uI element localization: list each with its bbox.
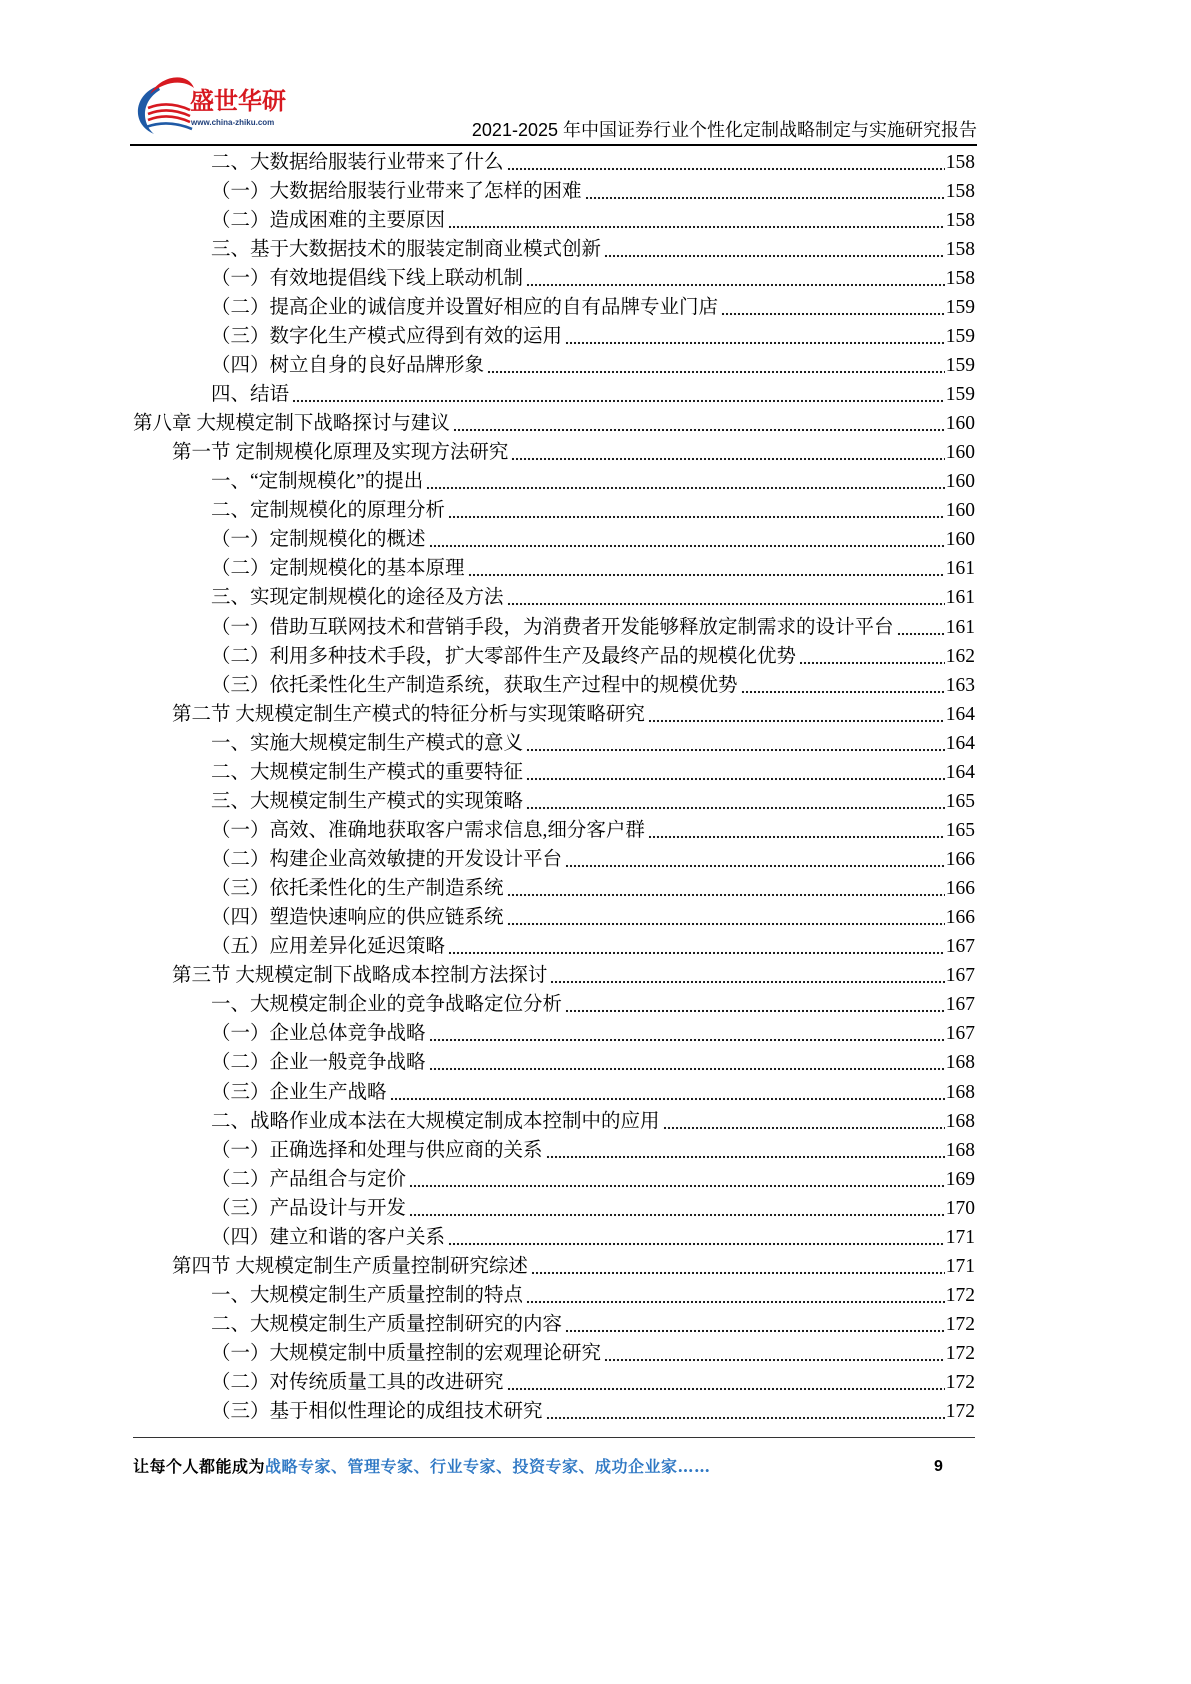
dot-leader bbox=[565, 990, 945, 1019]
toc-entry[interactable] bbox=[0, 322, 975, 351]
dot-leader bbox=[526, 787, 945, 816]
toc-entry-page-number: 168 bbox=[945, 1081, 975, 1103]
toc-entry[interactable] bbox=[0, 1339, 975, 1368]
toc-entry[interactable] bbox=[0, 700, 975, 729]
dot-leader bbox=[526, 1281, 945, 1310]
toc-entry-page-number: 172 bbox=[945, 1284, 975, 1306]
toc-entry-title: （三）企业生产战略 bbox=[211, 1081, 387, 1103]
toc-entry-title: 二、大数据给服装行业带来了什么 bbox=[211, 151, 504, 173]
dot-leader bbox=[507, 874, 945, 903]
dot-leader bbox=[721, 293, 945, 322]
toc-entry[interactable] bbox=[0, 1368, 975, 1397]
dot-leader bbox=[511, 438, 944, 467]
toc-entry-title: （二）造成困难的主要原因 bbox=[211, 209, 446, 231]
toc-entry-page-number: 170 bbox=[945, 1197, 975, 1219]
toc-entry[interactable] bbox=[0, 583, 975, 612]
toc-entry-title: 四、结语 bbox=[211, 384, 290, 405]
dot-leader bbox=[526, 264, 945, 293]
dot-leader bbox=[648, 816, 945, 845]
toc-entry-page-number: 167 bbox=[945, 1023, 975, 1045]
company-logo-icon bbox=[128, 72, 198, 140]
toc-entry-page-number: 164 bbox=[945, 761, 975, 783]
toc-entry[interactable] bbox=[0, 816, 975, 845]
footer-slogan bbox=[133, 1456, 711, 1478]
toc-entry[interactable] bbox=[0, 264, 975, 293]
dot-leader bbox=[448, 1223, 945, 1252]
dot-leader bbox=[741, 671, 945, 700]
dot-leader bbox=[487, 351, 945, 380]
toc-entry-title: （一）高效、准确地获取客户需求信息,细分客户群 bbox=[211, 819, 645, 841]
toc-entry-page-number: 159 bbox=[945, 325, 975, 347]
toc-entry[interactable] bbox=[0, 380, 975, 409]
toc-entry-page-number: 158 bbox=[945, 151, 975, 173]
toc-entry-title: （三）产品设计与开发 bbox=[211, 1197, 407, 1219]
toc-entry-title: （四）塑造快速响应的供应链系统 bbox=[211, 907, 504, 929]
footer-slogan-prefix: 让每个人都能成为 bbox=[133, 1457, 266, 1476]
toc-entry-page-number: 167 bbox=[945, 965, 975, 987]
toc-entry-title: 第四节 大规模定制生产质量控制研究综述 bbox=[172, 1255, 528, 1277]
toc-entry[interactable] bbox=[0, 845, 975, 874]
toc-entry-page-number: 166 bbox=[945, 878, 975, 900]
toc-entry-title: （二）企业一般竞争战略 bbox=[211, 1052, 426, 1074]
toc-entry-title: （二）对传统质量工具的改进研究 bbox=[211, 1372, 504, 1394]
toc-entry-title: （五）应用差异化延迟策略 bbox=[211, 936, 446, 958]
dot-leader bbox=[390, 1078, 945, 1107]
toc-entry-title: （二）提高企业的诚信度并设置好相应的自有品牌专业门店 bbox=[211, 296, 719, 318]
dot-leader bbox=[546, 1136, 945, 1165]
toc-entry-page-number: 171 bbox=[945, 1226, 975, 1248]
dot-leader bbox=[648, 700, 945, 729]
toc-entry-title: （三）依托柔性化生产制造系统，获取生产过程中的规模优势 bbox=[211, 674, 738, 696]
toc-entry-title: （二）构建企业高效敏捷的开发设计平台 bbox=[211, 849, 563, 870]
toc-entry-page-number: 160 bbox=[945, 442, 975, 464]
toc-entry[interactable] bbox=[0, 1078, 975, 1107]
toc-entry-title: （一）有效地提倡线下线上联动机制 bbox=[211, 267, 524, 289]
toc-entry-title: 第八章 大规模定制下战略探讨与建议 bbox=[133, 413, 450, 435]
dot-leader bbox=[550, 961, 944, 990]
toc-entry[interactable] bbox=[0, 1281, 975, 1310]
dot-leader bbox=[526, 729, 945, 758]
dot-leader bbox=[507, 1368, 945, 1397]
dot-leader bbox=[897, 613, 945, 642]
toc-entry[interactable] bbox=[0, 1165, 975, 1194]
toc-entry-title: 二、大规模定制生产质量控制研究的内容 bbox=[211, 1314, 563, 1335]
dot-leader bbox=[526, 758, 945, 787]
toc-entry-title: （四）建立和谐的客户关系 bbox=[211, 1226, 446, 1248]
toc-entry[interactable] bbox=[0, 758, 975, 787]
dot-leader bbox=[565, 1310, 945, 1339]
page-number: 9 bbox=[934, 1458, 943, 1475]
dot-leader bbox=[565, 845, 945, 874]
toc-entry[interactable] bbox=[0, 903, 975, 932]
toc-entry-page-number: 164 bbox=[945, 703, 975, 725]
toc-entry-title: 一、实施大规模定制生产模式的意义 bbox=[211, 732, 524, 754]
toc-entry-title: （三）依托柔性化的生产制造系统 bbox=[211, 878, 504, 900]
toc-entry-page-number: 171 bbox=[945, 1255, 975, 1277]
toc-entry-page-number: 158 bbox=[945, 238, 975, 260]
toc-entry-title: （一）借助互联网技术和营销手段，为消费者开发能够释放定制需求的设计平台 bbox=[211, 616, 894, 638]
toc-entry-page-number: 163 bbox=[945, 674, 975, 696]
toc-entry[interactable] bbox=[0, 1194, 975, 1223]
dot-leader bbox=[426, 467, 944, 496]
dot-leader bbox=[507, 903, 945, 932]
toc-entry[interactable] bbox=[0, 1019, 975, 1048]
table-of-contents bbox=[0, 148, 975, 1427]
toc-entry-page-number: 172 bbox=[945, 1343, 975, 1365]
toc-entry-page-number: 165 bbox=[945, 790, 975, 812]
toc-entry-page-number: 164 bbox=[945, 732, 975, 754]
toc-entry-page-number: 167 bbox=[945, 936, 975, 958]
toc-entry-title: 一、大规模定制生产质量控制的特点 bbox=[211, 1284, 524, 1306]
toc-entry-title: （二）定制规模化的基本原理 bbox=[211, 558, 465, 580]
toc-entry[interactable] bbox=[0, 409, 975, 438]
toc-entry-page-number: 161 bbox=[945, 587, 975, 609]
toc-entry-title: 三、实现定制规模化的途径及方法 bbox=[211, 587, 504, 609]
toc-entry-page-number: 158 bbox=[945, 209, 975, 231]
toc-entry-page-number: 160 bbox=[945, 413, 975, 435]
toc-entry-title: （三）数字化生产模式应得到有效的运用 bbox=[211, 325, 563, 347]
toc-entry-title: 第三节 大规模定制下战略成本控制方法探讨 bbox=[172, 965, 548, 987]
toc-entry[interactable] bbox=[0, 206, 975, 235]
dot-leader bbox=[429, 525, 945, 554]
dot-leader bbox=[448, 932, 945, 961]
toc-entry[interactable] bbox=[0, 525, 975, 554]
toc-entry-title: （四）树立自身的良好品牌形象 bbox=[211, 354, 485, 376]
toc-entry-title: 三、基于大数据技术的服装定制商业模式创新 bbox=[211, 238, 602, 260]
dot-leader bbox=[453, 409, 945, 438]
toc-entry-page-number: 165 bbox=[945, 819, 975, 841]
toc-entry-page-number: 166 bbox=[945, 907, 975, 929]
toc-entry-page-number: 168 bbox=[945, 1139, 975, 1161]
toc-entry-title: 一、大规模定制企业的竞争战略定位分析 bbox=[211, 994, 563, 1016]
dot-leader bbox=[565, 322, 945, 351]
toc-entry[interactable] bbox=[0, 1223, 975, 1252]
dot-leader bbox=[531, 1252, 945, 1281]
toc-entry[interactable] bbox=[0, 787, 975, 816]
footer-slogan-highlight: 战略专家、管理专家、行业专家、投资专家、成功企业家…… bbox=[265, 1457, 711, 1476]
dot-leader bbox=[448, 206, 945, 235]
toc-entry[interactable] bbox=[0, 1310, 975, 1339]
toc-entry[interactable] bbox=[0, 729, 975, 758]
toc-entry[interactable] bbox=[0, 990, 975, 1019]
toc-entry[interactable] bbox=[0, 438, 975, 467]
toc-entry-page-number: 158 bbox=[945, 267, 975, 289]
toc-entry[interactable] bbox=[0, 1107, 975, 1136]
dot-leader bbox=[799, 642, 945, 671]
toc-entry-title: 三、大规模定制生产模式的实现策略 bbox=[211, 790, 524, 812]
toc-entry-title: （一）大规模定制中质量控制的宏观理论研究 bbox=[211, 1343, 602, 1365]
toc-entry-page-number: 158 bbox=[945, 180, 975, 202]
toc-entry-title: 第一节 定制规模化原理及实现方法研究 bbox=[172, 442, 509, 464]
toc-entry-page-number: 172 bbox=[945, 1314, 975, 1335]
toc-entry[interactable] bbox=[0, 961, 975, 990]
toc-entry[interactable] bbox=[0, 874, 975, 903]
toc-entry[interactable] bbox=[0, 177, 975, 206]
toc-entry[interactable] bbox=[0, 496, 975, 525]
dot-leader bbox=[448, 496, 945, 525]
dot-leader bbox=[507, 148, 945, 177]
toc-entry[interactable] bbox=[0, 1048, 975, 1077]
dot-leader bbox=[585, 177, 945, 206]
toc-entry-title: （一）大数据给服装行业带来了怎样的困难 bbox=[211, 180, 582, 202]
toc-entry-page-number: 159 bbox=[945, 384, 975, 405]
toc-entry[interactable] bbox=[0, 932, 975, 961]
toc-entry[interactable] bbox=[0, 293, 975, 322]
toc-entry-page-number: 159 bbox=[945, 296, 975, 318]
toc-entry[interactable] bbox=[0, 467, 975, 496]
toc-entry-title: 第二节 大规模定制生产模式的特征分析与实现策略研究 bbox=[172, 703, 645, 725]
dot-leader bbox=[409, 1194, 945, 1223]
toc-entry-title: （一）正确选择和处理与供应商的关系 bbox=[211, 1139, 543, 1161]
toc-entry-title: （三）基于相似性理论的成组技术研究 bbox=[211, 1401, 543, 1423]
toc-entry[interactable] bbox=[0, 148, 975, 177]
dot-leader bbox=[429, 1048, 945, 1077]
toc-entry[interactable] bbox=[0, 1136, 975, 1165]
toc-entry-page-number: 172 bbox=[945, 1401, 975, 1423]
toc-entry-title: 二、大规模定制生产模式的重要特征 bbox=[211, 761, 524, 783]
toc-entry-page-number: 161 bbox=[945, 616, 975, 638]
toc-entry-page-number: 162 bbox=[945, 645, 975, 667]
footer-divider bbox=[133, 1437, 975, 1438]
toc-entry[interactable] bbox=[0, 671, 975, 700]
toc-entry-page-number: 169 bbox=[945, 1168, 975, 1190]
toc-entry-title: 二、定制规模化的原理分析 bbox=[211, 500, 446, 522]
toc-entry-title: 一、“定制规模化”的提出 bbox=[211, 471, 424, 493]
dot-leader bbox=[546, 1397, 945, 1426]
toc-entry-page-number: 160 bbox=[945, 529, 975, 551]
toc-entry-page-number: 167 bbox=[945, 994, 975, 1016]
dot-leader bbox=[663, 1107, 945, 1136]
toc-entry-page-number: 160 bbox=[945, 471, 975, 493]
toc-entry-page-number: 172 bbox=[945, 1372, 975, 1394]
toc-entry-title: 二、战略作业成本法在大规模定制成本控制中的应用 bbox=[211, 1110, 660, 1132]
toc-entry-title: （二）产品组合与定价 bbox=[211, 1168, 407, 1190]
toc-entry-page-number: 159 bbox=[945, 354, 975, 376]
toc-entry[interactable] bbox=[0, 613, 975, 642]
header-divider bbox=[130, 144, 977, 146]
company-logo-name: 盛世华研 bbox=[190, 87, 286, 115]
dot-leader bbox=[429, 1019, 945, 1048]
dot-leader bbox=[604, 1339, 945, 1368]
report-title: 2021-2025 年中国证券行业个性化定制战略制定与实施研究报告 bbox=[471, 120, 977, 140]
toc-entry-page-number: 168 bbox=[945, 1110, 975, 1132]
toc-entry[interactable] bbox=[0, 1397, 975, 1426]
dot-leader bbox=[604, 235, 945, 264]
toc-entry-title: （一）定制规模化的概述 bbox=[211, 529, 426, 551]
toc-entry-page-number: 166 bbox=[945, 849, 975, 870]
toc-entry[interactable] bbox=[0, 642, 975, 671]
toc-entry-page-number: 168 bbox=[945, 1052, 975, 1074]
dot-leader bbox=[409, 1165, 945, 1194]
toc-entry[interactable] bbox=[0, 351, 975, 380]
toc-entry[interactable] bbox=[0, 235, 975, 264]
toc-entry[interactable] bbox=[0, 1252, 975, 1281]
toc-entry-page-number: 160 bbox=[945, 500, 975, 522]
dot-leader bbox=[292, 380, 945, 409]
dot-leader bbox=[507, 583, 945, 612]
dot-leader bbox=[468, 554, 945, 583]
toc-entry-title: （二）利用多种技术手段，扩大零部件生产及最终产品的规模化优势 bbox=[211, 645, 797, 667]
company-website-url[interactable]: www.china-zhiku.com bbox=[191, 118, 275, 127]
toc-entry[interactable] bbox=[0, 554, 975, 583]
toc-entry-page-number: 161 bbox=[945, 558, 975, 580]
toc-entry-title: （一）企业总体竞争战略 bbox=[211, 1023, 426, 1045]
